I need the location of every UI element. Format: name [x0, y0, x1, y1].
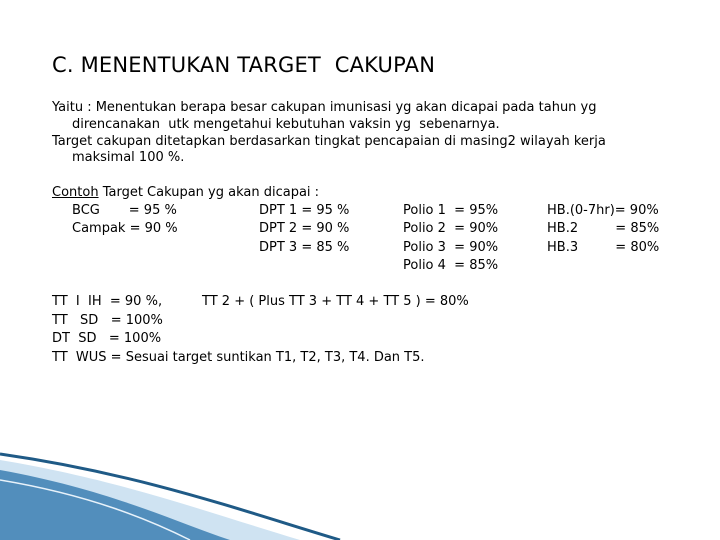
- page-title: C. MENENTUKAN TARGET CAKUPAN: [52, 53, 436, 77]
- dpt2-target: DPT 2 = 90 %: [259, 221, 350, 236]
- example-heading: [52, 185, 319, 201]
- hb2-target: HB.2 = 85%: [547, 221, 660, 236]
- example-heading-rest: Target Cakupan yg akan dicapai :: [98, 185, 320, 200]
- tt-ih-target: TT I IH = 90 %,: [52, 294, 163, 309]
- intro-line-2: direncanakan utk mengetahui kebutuhan vaksin yg sebenarnya.: [72, 117, 500, 132]
- intro-line-1: Yaitu : Menentukan berapa besar cakupan imunisasi yg akan dicapai pada tahun yg: [52, 100, 597, 115]
- intro-line-4: maksimal 100 %.: [72, 150, 185, 165]
- campak-target: Campak = 90 %: [72, 221, 178, 236]
- polio2-target: Polio 2 = 90%: [403, 221, 499, 236]
- hb3-target: HB.3 = 80%: [547, 240, 660, 255]
- tt-formula: TT 2 + ( Plus TT 3 + TT 4 + TT 5 ) = 80%: [202, 294, 469, 309]
- tt-sd-target: TT SD = 100%: [52, 313, 163, 328]
- decorative-wave: [0, 440, 720, 540]
- dpt3-target: DPT 3 = 85 %: [259, 240, 350, 255]
- example-heading-word: Contoh: [52, 185, 99, 200]
- polio3-target: Polio 3 = 90%: [403, 240, 499, 255]
- dt-sd-target: DT SD = 100%: [52, 331, 162, 346]
- dpt1-target: DPT 1 = 95 %: [259, 203, 350, 218]
- polio4-target: Polio 4 = 85%: [403, 258, 499, 273]
- hb0-target: HB.(0-7hr)= 90%: [547, 203, 659, 218]
- wave-mid-fill: [0, 470, 230, 540]
- tt-wus-target: TT WUS = Sesuai target suntikan T1, T2, T3, T4. Dan T5.: [52, 350, 425, 365]
- intro-line-3: Target cakupan ditetapkan berdasarkan tingkat pencapaian di masing2 wilayah kerja: [52, 134, 606, 149]
- bcg-target: BCG = 95 %: [72, 203, 177, 218]
- polio1-target: Polio 1 = 95%: [403, 203, 499, 218]
